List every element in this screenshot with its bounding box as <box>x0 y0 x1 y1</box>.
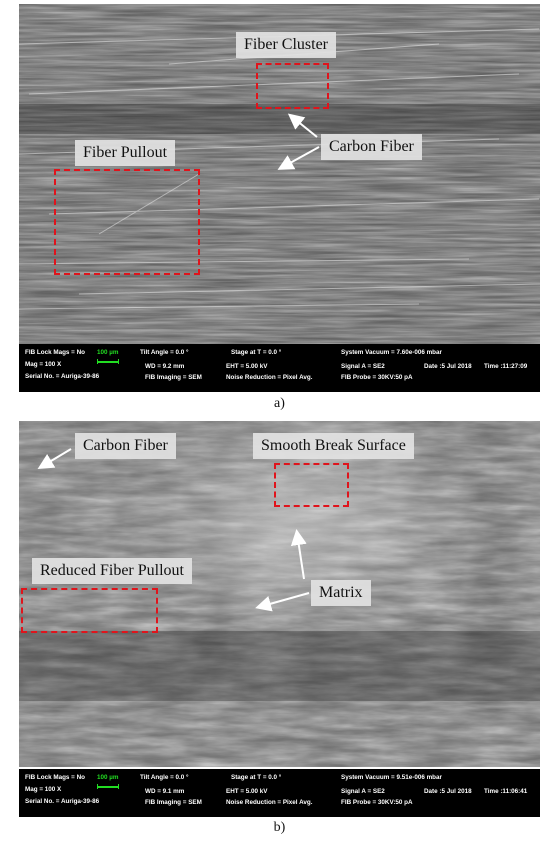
sem-info-bar-b <box>19 769 540 817</box>
tilt-angle: Tilt Angle = 0.0 ° <box>140 774 189 781</box>
serial-number: Serial No. = Auriga-39-86 <box>25 373 100 380</box>
working-distance: WD = 9.2 mm <box>145 363 185 370</box>
scale-bar <box>97 359 119 364</box>
smooth-break-box <box>274 463 349 507</box>
fiber-cluster-box <box>256 63 329 109</box>
scale-label: 100 µm <box>97 774 119 781</box>
date: Date :5 Jul 2018 <box>424 363 472 370</box>
system-vacuum: System Vacuum = 7.60e-006 mbar <box>341 349 442 356</box>
serial-number: Serial No. = Auriga-39-86 <box>25 798 100 805</box>
scale-bar <box>97 784 119 789</box>
noise-reduction: Noise Reduction = Pixel Avg. <box>226 799 313 806</box>
reduced-pullout-label: Reduced Fiber Pullout <box>32 558 192 584</box>
carbon-fiber-label: Carbon Fiber <box>321 134 422 160</box>
smooth-break-label: Smooth Break Surface <box>253 433 414 459</box>
fib-imaging: FIB Imaging = SEM <box>145 799 202 806</box>
sem-image-a <box>19 4 540 344</box>
fib-probe: FIB Probe = 30KV:50 pA <box>341 799 413 806</box>
caption-a: a) <box>274 396 285 411</box>
matrix-label: Matrix <box>311 580 371 606</box>
eht: EHT = 5.00 kV <box>226 363 268 370</box>
sem-image-b <box>19 421 540 769</box>
magnification: Mag = 100 X <box>25 361 62 368</box>
fiber-pullout-label: Fiber Pullout <box>75 140 175 166</box>
signal: Signal A = SE2 <box>341 363 385 370</box>
signal: Signal A = SE2 <box>341 788 385 795</box>
stage-tilt: Stage at T = 0.0 ° <box>231 774 282 781</box>
system-vacuum: System Vacuum = 9.51e-006 mbar <box>341 774 442 781</box>
caption-b: b) <box>273 820 286 835</box>
working-distance: WD = 9.1 mm <box>145 788 185 795</box>
sem-info-bar-a <box>19 344 540 392</box>
fib-probe: FIB Probe = 30KV:50 pA <box>341 374 413 381</box>
scale-label: 100 µm <box>97 349 119 356</box>
carbon-fiber-label: Carbon Fiber <box>75 433 176 459</box>
stage-tilt: Stage at T = 0.0 ° <box>231 349 282 356</box>
fib-lock-mags: FIB Lock Mags = No <box>25 349 86 356</box>
fib-imaging: FIB Imaging = SEM <box>145 374 202 381</box>
fib-lock-mags: FIB Lock Mags = No <box>25 774 86 781</box>
eht: EHT = 5.00 kV <box>226 788 268 795</box>
reduced-pullout-box <box>21 588 158 633</box>
fiber-cluster-label: Fiber Cluster <box>236 32 336 58</box>
time: Time :11:06:41 <box>484 788 528 795</box>
time: Time :11:27:09 <box>484 363 528 370</box>
tilt-angle: Tilt Angle = 0.0 ° <box>140 349 189 356</box>
noise-reduction: Noise Reduction = Pixel Avg. <box>226 374 313 381</box>
fiber-pullout-box <box>54 169 200 275</box>
date: Date :5 Jul 2018 <box>424 788 472 795</box>
magnification: Mag = 100 X <box>25 786 62 793</box>
